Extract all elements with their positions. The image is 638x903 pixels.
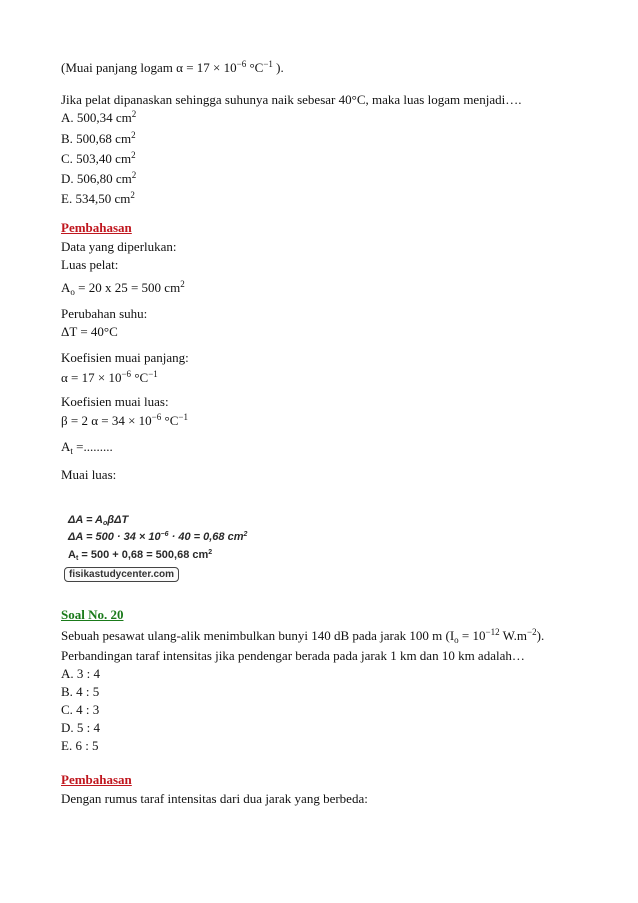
soal-20-option-c: C. 4 : 3 (61, 702, 100, 717)
luas-value: $A_o = 20$ x 25 = 500 $cm^2$ (61, 279, 185, 297)
pembahasan-heading: Pembahasan (61, 220, 132, 235)
formula-line-1: $\Delta A = A_o\beta\Delta T$ (68, 514, 129, 527)
soal-20-option-d: D. 5 : 4 (61, 720, 100, 735)
muai-note: (Muai panjang logam $\alpha = 17 \times 10^{-6}$ $^\circ C^{-1}$ ). (61, 59, 284, 75)
luas-koef-value: β = 2 $\alpha = 34 \times 10^{-6}$ $^\circ C^{-1}$ (61, 412, 188, 428)
soal-20-heading[interactable]: Soal No. 20 (61, 607, 124, 622)
soal-20-question-2: Perbandingan taraf intensitas jika pendengar berada pada jarak 1 km dan 10 km adalah… (61, 648, 525, 663)
formula-line-3: $A_t = 500 + 0,68 = 500,68$ $cm^2$ (68, 549, 213, 562)
option-a: A. 500,34 $cm^2$ (61, 109, 137, 125)
question-text: Jika pelat dipanaskan sehingga suhunya naik sebesar 40°C, maka luas logam menjadi…. (61, 92, 522, 107)
option-e: E. 534,50 $cm^2$ (61, 190, 135, 206)
panjang-label: Koefisien muai panjang: (61, 350, 189, 365)
formula-line-2: $\Delta A = 500 \cdot 34 \times 10^{-6} \cdot 40 = 0,68$ $cm^2$ (68, 531, 248, 543)
soal-20-question: Sebuah pesawat ulang-alik menimbulkan bunyi 140 dB pada jarak 100 m ($I_o = 10^{-12}$ $W.m^{-2}$). (61, 627, 545, 645)
formula-image (62, 509, 262, 589)
option-d: D. 506,80 $cm^2$ (61, 170, 137, 186)
pembahasan-2-heading: Pembahasan (61, 772, 132, 787)
data-label: Data yang diperlukan: (61, 239, 177, 254)
option-b: B. 500,68 $cm^2$ (61, 130, 136, 146)
soal-20-option-a: A. 3 : 4 (61, 666, 100, 681)
soal-20-option-e: E. 6 : 5 (61, 738, 99, 753)
muai-luas-label: Muai luas: (61, 467, 117, 482)
luas-koef-label: Koefisien muai luas: (61, 394, 169, 409)
soal-20-option-b: B. 4 : 5 (61, 684, 100, 699)
option-c: C. 503,40 $cm^2$ (61, 150, 136, 166)
panjang-value: $\alpha = 17 \times 10^{-6}$ $^\circ C^{-1}$ (61, 369, 158, 385)
perubahan-label: Perubahan suhu: (61, 306, 148, 321)
perubahan-value: ΔT = 40°C (61, 324, 118, 339)
at-value: $A_t$ =......... (61, 439, 113, 456)
luas-label: Luas pelat: (61, 257, 119, 272)
pembahasan-2-text: Dengan rumus taraf intensitas dari dua jarak yang berbeda: (61, 791, 368, 806)
watermark-label: fisikastudycenter.com (64, 567, 179, 582)
